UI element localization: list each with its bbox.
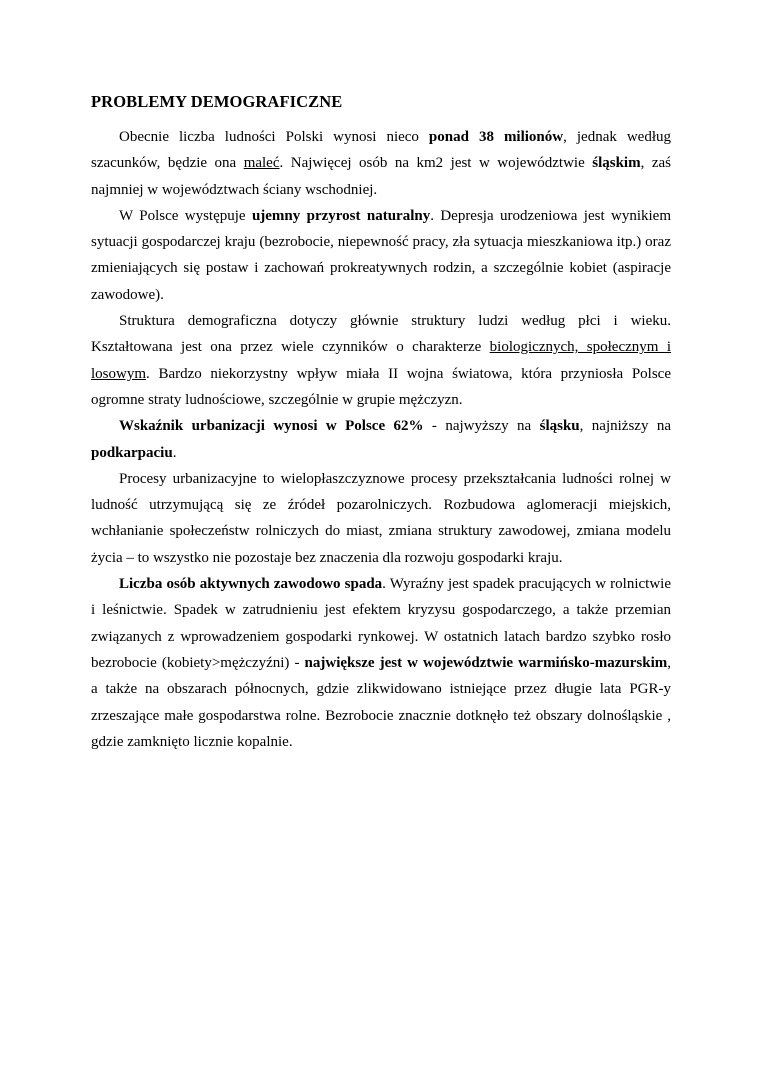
text-run: - najwyższy na — [423, 418, 540, 435]
bold-text: ponad 38 milionów — [428, 129, 564, 145]
text-run: Struktura demograficzna dotyczy głównie struktury ludzi według płci i wieku. Kształtowana jest ona przez wiele czynników o charakterze — [91, 313, 671, 356]
bold-text: Liczba osób aktywnych zawodowo spada — [119, 576, 383, 593]
paragraph-urbanization-index — [91, 413, 671, 466]
text-run: . Wyraźny jest spadek pracujących w rolnictwie i leśnictwie. Spadek w zatrudnieniu jest efektem kryzysu gospodarczego, a także przemian związanych z wprowadzeniem gospodarki rynkowej. W ostatnich latach bardzo szybko rosło bezrobocie (kobiety>mężczyźni) - — [91, 576, 671, 671]
text-run: . — [172, 444, 177, 461]
paragraph-urbanization-processes — [91, 466, 671, 571]
paragraph-natural-growth — [91, 203, 671, 308]
page-title: PROBLEMY DEMOGRAFICZNE — [91, 92, 343, 111]
paragraph-employment — [91, 571, 671, 755]
bold-text: śląskim — [592, 155, 641, 172]
text-run: Procesy urbanizacyjne to wielopłaszczyznowe procesy przekształcania ludności rolnej w ludność utrzymującą się ze źródeł pozarolniczych. Rozbudowa aglomeracji miejskich, wchłanianie społeczeństw rolniczych do miast, zmiana struktury zawodowej, zmiana modelu życia – to wszystko nie pozostaje bez znaczenia dla rozwoju gospodarki kraju. — [91, 470, 671, 566]
text-run: . Bardzo niekorzystny wpływ miała II wojna światowa, która przyniosła Polsce ogromne straty ludnościowe, szczególnie w grupie mężczyzn. — [91, 365, 671, 408]
text-run: Obecnie liczba ludności Polski wynosi nieco — [119, 129, 429, 145]
text-run: , a także na obszarach północnych, gdzie zlikwidowano istniejące przez długie lata PGR-y zrzeszające małe gospodarstwa rolne. Bezrobocie znacznie dotknęło też obszary dolnośląskie , gdzie zamknięto licznie kopalnie. — [91, 654, 671, 750]
text-run: , zaś najmniej w województwach ściany wschodniej. — [91, 155, 671, 198]
text-run: . Depresja urodzeniowa jest wynikiem sytuacji gospodarczej kraju (bezrobocie, niepewność pracy, zła sytuacja mieszkaniowa itp.) oraz zmieniających się postaw i zachowań prokreatywnych rodzin, a szczególnie kobiet (aspiracje zawodowe). — [91, 207, 671, 303]
bold-text: ujemny przyrost naturalny — [251, 207, 431, 224]
paragraph-population — [91, 124, 671, 203]
text-run: , jednak według szacunków, będzie ona — [91, 129, 672, 172]
bold-text: śląsku — [539, 418, 580, 435]
paragraph-demographic-structure — [91, 308, 671, 413]
document-body — [91, 92, 671, 755]
text-run: W Polsce występuje — [119, 207, 252, 224]
text-run: . Najwięcej osób na km2 jest w województwie — [279, 155, 593, 172]
underlined-text: maleć — [243, 155, 280, 172]
bold-text: podkarpaciu — [91, 444, 173, 461]
bold-text: największe jest w województwie warmińsko-mazurskim — [304, 654, 668, 671]
text-run: , najniższy na — [579, 418, 671, 435]
bold-text: Wskaźnik urbanizacji wynosi w Polsce 62% — [119, 418, 424, 435]
underlined-text: biologicznych, społecznym i losowym — [91, 339, 672, 382]
